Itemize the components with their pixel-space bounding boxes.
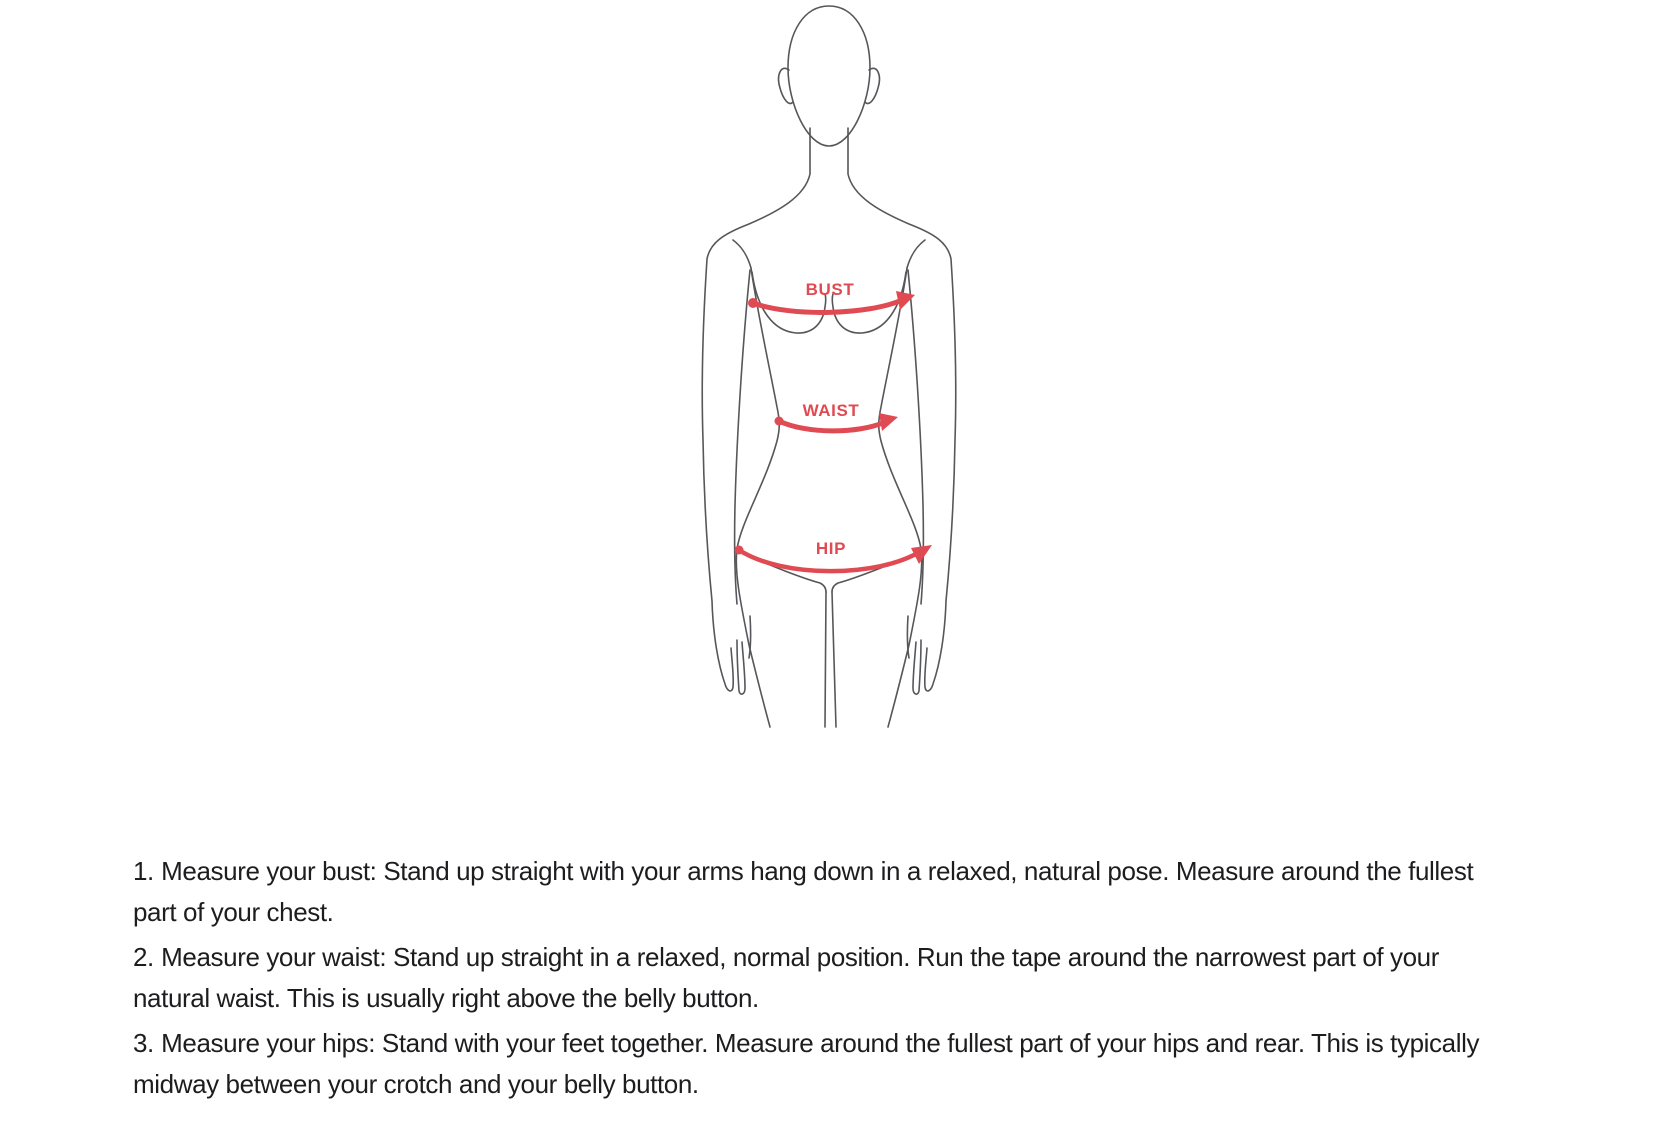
measurement-instructions bbox=[133, 851, 1507, 1109]
waist-line-start-dot bbox=[775, 417, 784, 426]
hip-label: HIP bbox=[815, 539, 847, 558]
ear-left bbox=[779, 68, 793, 103]
instruction-item-bust bbox=[133, 851, 1507, 933]
waist-line-arrowhead bbox=[879, 413, 898, 431]
bust-label: BUST bbox=[805, 280, 855, 299]
hand-right-fingers bbox=[907, 616, 921, 694]
instruction-number: 1. bbox=[133, 856, 154, 886]
neck-shoulder-arm-right bbox=[848, 128, 956, 691]
instruction-text: Measure your waist: Stand up straight in a relaxed, normal position. Run the tape around the narrowest part of your natural waist. This is usually right above the belly button. bbox=[133, 942, 1439, 1013]
armpit-right bbox=[907, 240, 925, 268]
ear-right bbox=[865, 68, 879, 103]
instruction-number: 2. bbox=[133, 942, 154, 972]
measurement-labels bbox=[803, 280, 860, 558]
instruction-text: Measure your hips: Stand with your feet together. Measure around the fullest part of your hips and rear. This is typically midway between your crotch and your belly button. bbox=[133, 1028, 1480, 1099]
body-outline bbox=[702, 6, 956, 727]
inner-leg-right bbox=[832, 592, 836, 727]
head-outline bbox=[788, 6, 870, 146]
neck-shoulder-arm-left bbox=[702, 128, 810, 691]
instruction-number: 3. bbox=[133, 1028, 154, 1058]
bust-line-start-dot bbox=[748, 298, 758, 308]
instruction-text: Measure your bust: Stand up straight with your arms hang down in a relaxed, natural pose. Measure around the fullest part of your chest. bbox=[133, 856, 1474, 927]
bust-measure-line bbox=[753, 300, 902, 312]
armpit-left bbox=[733, 240, 751, 268]
waist-label: WAIST bbox=[802, 401, 860, 420]
instruction-item-waist bbox=[133, 937, 1507, 1019]
inner-leg-left bbox=[825, 592, 826, 727]
hip-line-start-dot bbox=[735, 546, 744, 555]
hand-left-fingers bbox=[737, 616, 751, 694]
measurement-arrows bbox=[735, 291, 933, 564]
waist-measure-line bbox=[779, 421, 885, 431]
instruction-item-hips bbox=[133, 1023, 1507, 1105]
